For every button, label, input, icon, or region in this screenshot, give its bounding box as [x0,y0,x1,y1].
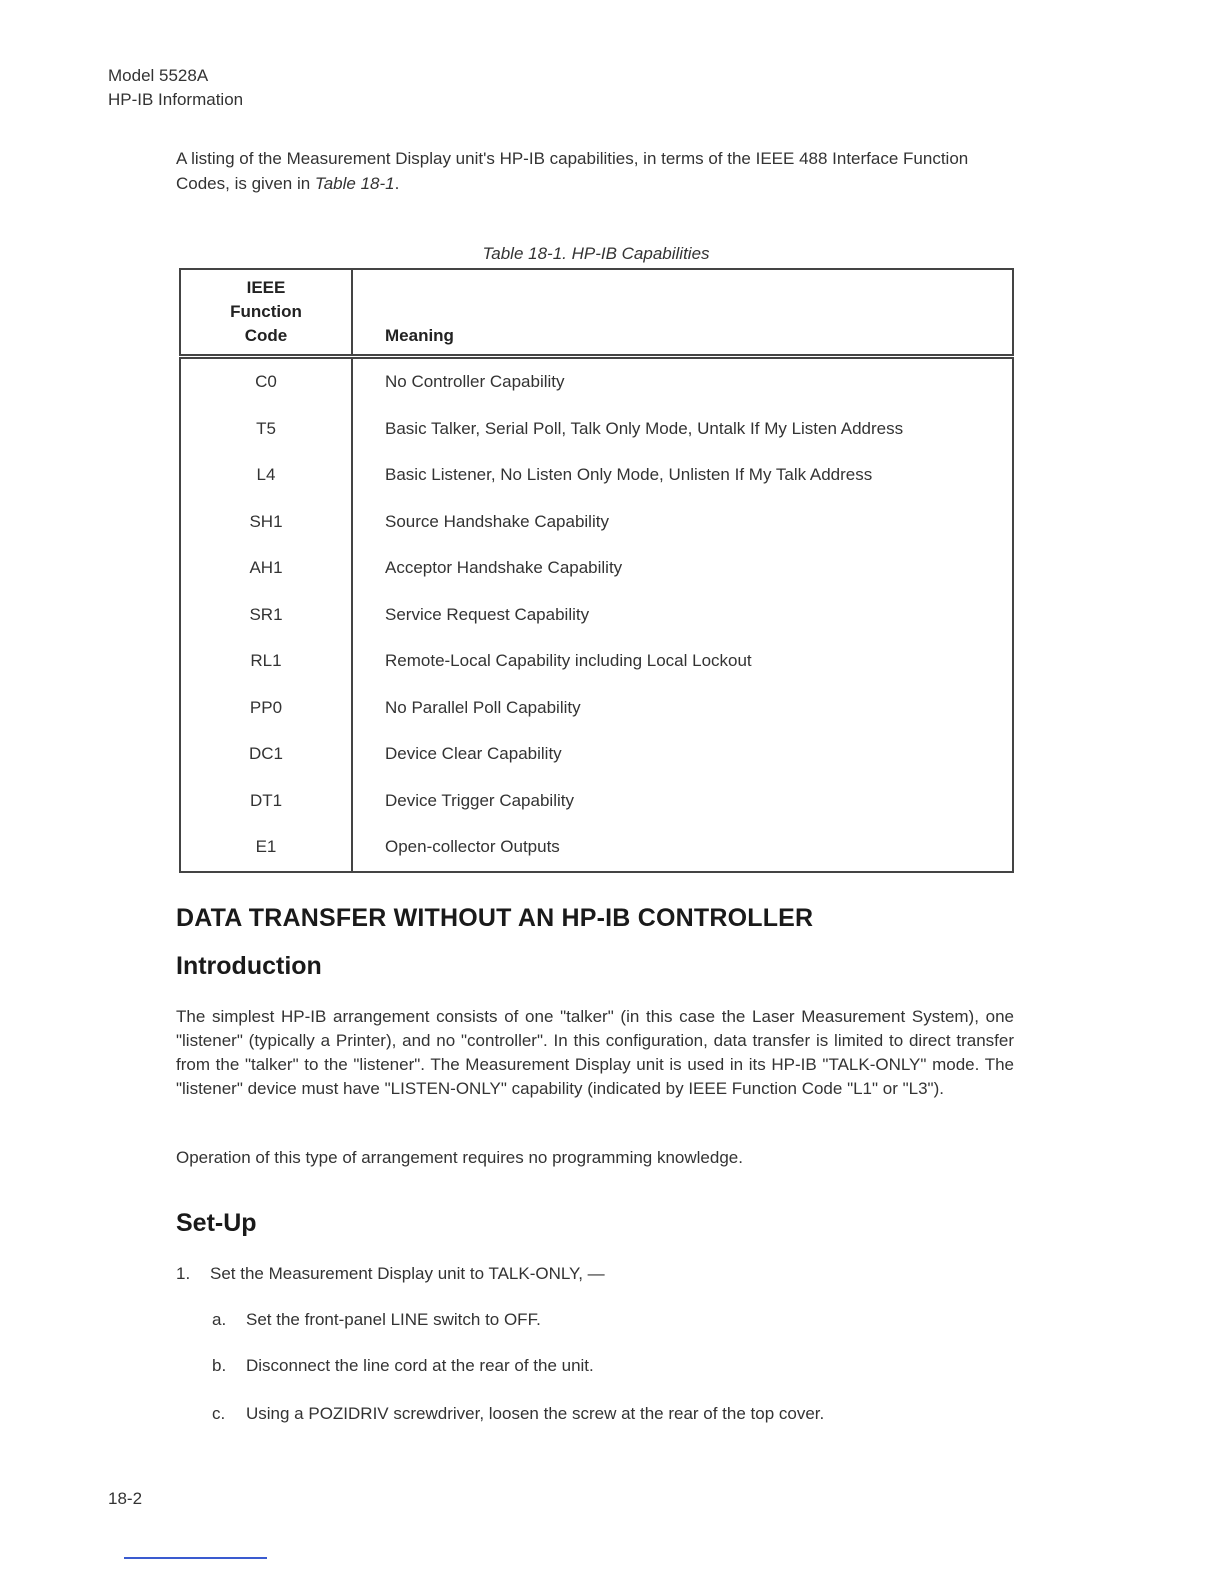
intro-text: A listing of the Measurement Display unit's HP-IB capabilities, in terms of the IEEE 488 Interface Function Codes, is given in [176,149,969,193]
function-code: T5 [180,406,352,453]
function-meaning: Source Handshake Capability [385,511,609,531]
table-row [180,406,1013,453]
substep-letter: b. [212,1356,227,1375]
substep-letter: c. [212,1404,226,1423]
function-meaning: Device Trigger Capability [385,790,574,810]
function-code: RL1 [180,638,352,685]
table-row [180,357,1013,406]
function-meaning: Basic Talker, Serial Poll, Talk Only Mode, Untalk If My Listen Address [385,418,904,438]
introduction-heading: Introduction [176,952,322,980]
function-meaning: Basic Listener, No Listen Only Mode, Unlisten If My Talk Address [385,465,873,485]
function-code: SR1 [180,592,352,639]
table-row [180,685,1013,732]
step-text: Set the Measurement Display unit to TALK-ONLY, — [210,1264,605,1283]
substep-letter: a. [212,1310,227,1329]
substep-text: Set the front-panel LINE switch to OFF. [246,1310,541,1329]
function-code: PP0 [180,685,352,732]
function-code: SH1 [180,499,352,546]
table-caption: Table 18-1. HP-IB Capabilities [482,244,710,263]
table-reference: Table 18-1 [314,174,395,193]
table-row [180,824,1013,872]
capabilities-table [179,268,1014,873]
setup-substep-c [212,1402,824,1426]
setup-step-1 [176,1262,605,1286]
table-row [180,452,1013,499]
function-meaning: Remote-Local Capability including Local Lockout [385,651,752,671]
table-row [180,545,1013,592]
substep-text: Using a POZIDRIV screwdriver, loosen the screw at the rear of the top cover. [246,1404,825,1423]
function-meaning: Service Request Capability [385,604,590,624]
page-header [108,64,243,112]
substep-text: Disconnect the line cord at the rear of the unit. [246,1356,594,1375]
table-header-row [180,269,1013,357]
setup-heading: Set-Up [176,1209,257,1237]
intro-paragraph [176,146,1016,196]
function-code: DC1 [180,731,352,778]
setup-substep-a [212,1308,541,1332]
table-row [180,778,1013,825]
function-meaning: No Parallel Poll Capability [385,697,581,717]
function-code: L4 [180,452,352,499]
function-meaning: Device Clear Capability [385,744,562,764]
function-code: C0 [180,357,352,406]
bottom-rule [124,1557,267,1559]
table-row [180,499,1013,546]
programming-note-paragraph: Operation of this type of arrangement requires no programming knowledge. [176,1148,743,1167]
setup-substep-b [212,1354,594,1378]
table-row [180,638,1013,685]
step-number: 1. [176,1264,191,1283]
introduction-paragraph: The simplest HP-IB arrangement consists of one "talker" (in this case the Laser Measurement System), one "listener" (typically a Printer), and no "controller". In this configuration, data transfer is limited to direct transfer from the "talker" to the "listener". The Measurement Display unit is used in its HP-IB "TALK-ONLY" mode. The "listener" device must have "LISTEN-ONLY" capability (indicated by IEEE Function Code "L1" or "L3"). [176,1007,1014,1098]
intro-text-end: . [394,174,400,193]
function-code: E1 [180,824,352,872]
table-row [180,592,1013,639]
function-code: AH1 [180,545,352,592]
page-number: 18-2 [108,1489,143,1508]
function-code: DT1 [180,778,352,825]
meaning-column-header: Meaning [385,326,454,345]
table-row [180,731,1013,778]
function-meaning: Open-collector Outputs [385,837,560,857]
section-title: DATA TRANSFER WITHOUT AN HP-IB CONTROLLER [176,904,814,932]
section-label: HP-IB Information [108,90,244,109]
model-label: Model 5528A [108,66,209,85]
function-meaning: No Controller Capability [385,372,565,392]
function-meaning: Acceptor Handshake Capability [385,558,623,578]
code-column-header: IEEE Function Code [180,269,352,357]
